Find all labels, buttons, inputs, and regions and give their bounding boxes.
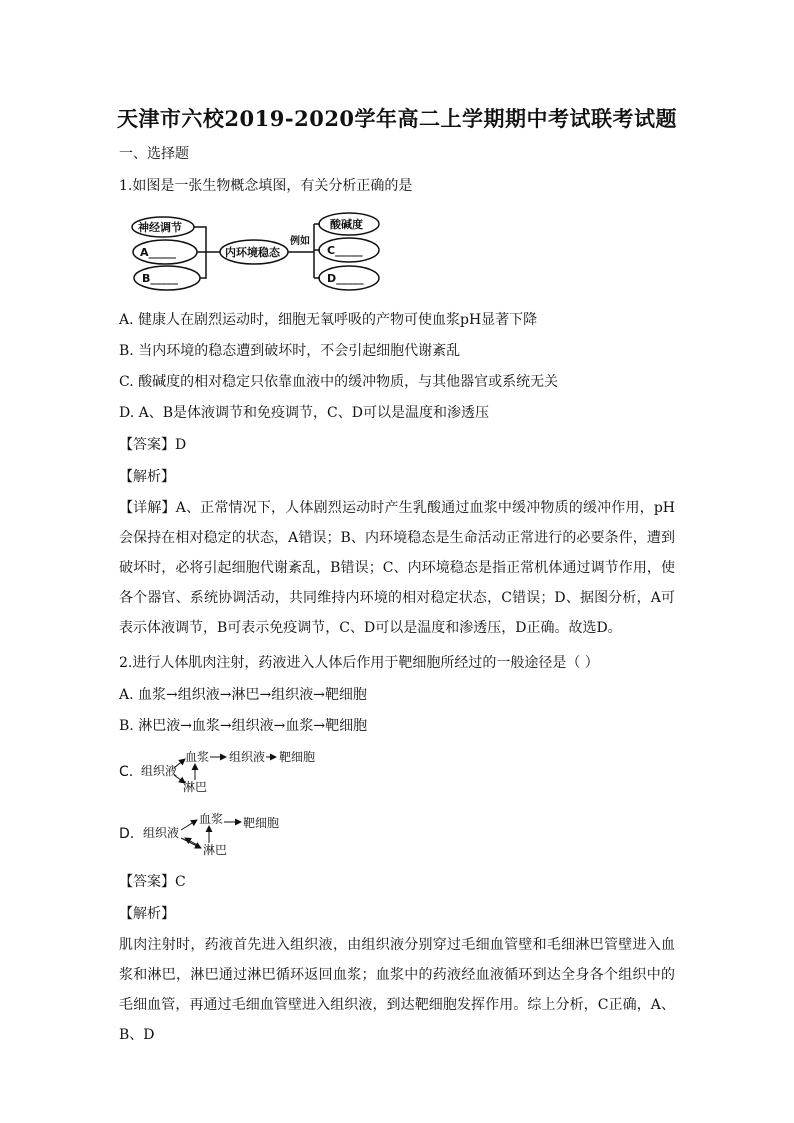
q2-answer: 【答案】C <box>119 874 186 890</box>
q1-option-c: C. 酸碱度的相对稳定只依靠血液中的缓冲物质，与其他器官或系统无关 <box>119 374 559 390</box>
q2-analysis-label: 【解析】 <box>119 906 175 922</box>
q2-option-c-diagram <box>119 748 349 796</box>
label-d: D_____ <box>327 272 364 285</box>
q2-c-node-tissue-fluid: 组织液 <box>141 764 178 778</box>
q2-option-d-diagram <box>119 810 319 860</box>
q2-d-node-tissue-fluid: 组织液 <box>143 826 180 840</box>
q2-analysis-text: 肌肉注射时，药液首先进入组织液，由组织液分别穿过毛细血管壁和毛细淋巴管壁进入血浆和淋巴，淋巴通过淋巴循环返回血浆；血浆中的药液经血液循环到达全身各个组织中的毛细血管，再通过毛细血管壁进入组织液，到达靶细胞发挥作用。综上分析，C正确，A、B、D <box>119 937 675 1043</box>
q1-analysis-text: 【详解】A、正常情况下，人体剧烈运动时产生乳酸通过血浆中缓冲物质的缓冲作用，pH会保持在相对稳定的状态，A错误；B、内环境稳态是生命活动正常进行的必要条件，遭到破坏时，必将引起细胞代谢紊乱，B错误；C、内环境稳态是指正常机体通过调节作用，使各个器官、系统协调活动，共同维持内环境的相对稳定状态，C错误；D、据图分析，A可表示体液调节，B可表示免疫调节，C、D可以是温度和渗透压，D正确。故选D。 <box>119 500 675 636</box>
q2-c-node-plasma: 血浆 <box>185 750 210 764</box>
label-c: C_____ <box>327 244 363 257</box>
question-1-stem: 1.如图是一张生物概念填图，有关分析正确的是 <box>119 178 413 194</box>
label-b: B_____ <box>142 272 178 285</box>
q2-option-b: B. 淋巴液→血浆→组织液→血浆→靶细胞 <box>119 718 368 734</box>
question-2-stem: 2.进行人体肌肉注射，药液进入人体后作用于靶细胞所经过的一般途径是（ ） <box>119 655 599 671</box>
q2-c-node-tissue-fluid-2: 组织液 <box>229 750 266 764</box>
q2-d-node-target-cell: 靶细胞 <box>243 816 280 830</box>
concept-map-diagram <box>130 208 420 294</box>
q2-d-node-lymph: 淋巴 <box>203 843 228 857</box>
q1-option-a: A. 健康人在剧烈运动时，细胞无氧呼吸的产物可使血浆pH显著下降 <box>119 312 538 328</box>
label-a: A_____ <box>140 246 177 259</box>
q2-c-label: C. <box>119 764 134 780</box>
q2-c-node-target-cell: 靶细胞 <box>279 750 316 764</box>
section-heading: 一、选择题 <box>119 146 189 162</box>
q1-analysis-label: 【解析】 <box>119 469 175 485</box>
q1-option-b: B. 当内环境的稳态遭到破坏时，不会引起细胞代谢紊乱 <box>119 343 461 359</box>
q2-d-node-plasma: 血浆 <box>199 812 224 826</box>
q1-answer: 【答案】D <box>119 437 187 453</box>
label-homeostasis: 内环境稳态 <box>225 246 280 259</box>
page-title: 天津市六校2019-2020学年高二上学期期中考试联考试题 <box>116 106 678 131</box>
label-neural-regulation: 神经调节 <box>138 221 182 234</box>
q1-option-d: D. A、B是体液调节和免疫调节，C、D可以是温度和渗透压 <box>119 405 489 421</box>
label-ph: 酸碱度 <box>330 218 363 231</box>
q2-c-node-lymph: 淋巴 <box>183 780 208 794</box>
q2-d-label: D. <box>119 826 135 842</box>
label-connector: 例如 <box>290 236 310 247</box>
q2-option-a: A. 血浆→组织液→淋巴→组织液→靶细胞 <box>119 687 367 703</box>
